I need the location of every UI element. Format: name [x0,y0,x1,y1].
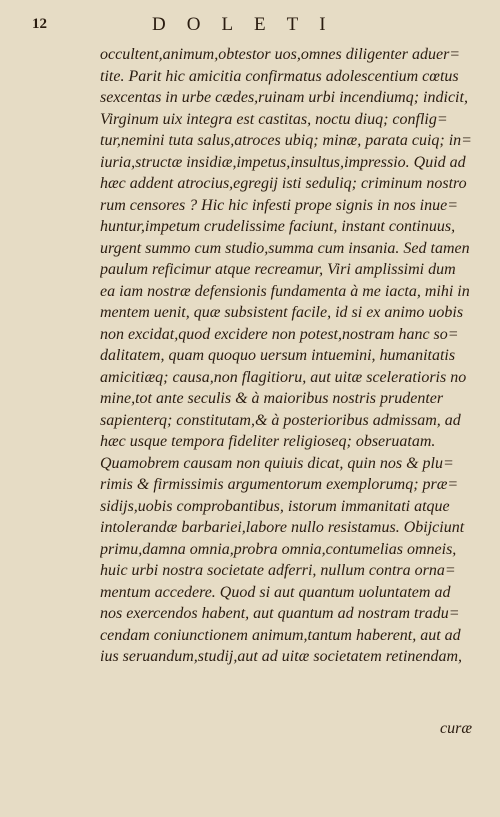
text-line: sidijs,uobis comprobantibus, istorum immanitati atque [100,497,450,515]
text-line: hæc usque tempora fideliter religioseq; obseruatam. [100,433,436,450]
catchword: curæ [440,720,472,737]
text-line: huic urbi nostra societate adferri, nullum contra orna= [100,562,456,579]
text-line: urgent summo cum studio,summa cum insania. Sed tamen [100,239,470,257]
running-head: DOLETI [152,14,347,35]
text-line: intolerandæ barbariei,labore nullo resistamus. Obijciunt [100,519,465,536]
text-line: iuria,structæ insidiæ,impetus,insultus,impressio. Quid ad [100,153,466,171]
body-text [100,44,480,668]
text-line: ea iam nostræ defensionis fundamenta à me iacta, mihi in [100,282,470,300]
text-line: Quamobrem causam non quiuis dicat, quin nos & plu= [100,454,454,472]
text-line: rimis & firmissimis argumentorum exemplorumq; præ= [100,476,459,493]
text-line: huntur,impetum crudelissime faciunt, instant continuus, [100,218,456,235]
text-line: mine,tot ante seculis & à maioribus nostris prudenter [100,390,444,407]
text-line: nos exercendos habent, aut quantum ad nostram tradu= [100,605,460,622]
text-line: paulum reficimur atque recreamur, Viri amplissimi dum [100,261,456,278]
text-line: mentum accedere. Quod si aut quantum uoluntatem ad [100,583,451,601]
text-line: tur,nemini tuta salus,atroces ubiq; minæ, parata cuiq; in= [100,132,472,149]
page-header [32,14,492,40]
text-line: sexcentas in urbe cædes,ruinam urbi incendiumq; indicit, [100,89,468,106]
text-line: occultent,animum,obtestor uos,omnes diligenter aduer= [100,46,461,63]
text-line: dalitatem, quam quoquo uersum intuemini, humanitatis [100,347,456,364]
page-number: 12 [32,16,47,32]
text-line: Virginum uix integra est castitas, noctu diuq; conflig= [100,110,448,128]
text-line: ius seruandum,studij,aut ad uitæ societatem retinendam, [100,648,463,665]
text-line: non excidat,quod excidere non potest,nostram hanc so= [100,325,459,343]
text-line: mentem uenit, quæ subsistent facile, id si ex animo uobis [100,304,464,321]
text-line: hæc addent atrocius,egregij isti seduliq; criminum nostro [100,175,467,192]
text-line: amicitiæq; causa,non flagitioru, aut uitæ sceleratioris no [100,368,467,386]
text-line: sapienterq; constitutam,& à posterioribus admissam, ad [100,411,461,429]
text-line: primu,damna omnia,probra omnia,contumelias omneis, [100,540,457,558]
text-line: cendam coniunctionem animum,tantum haberent, aut ad [100,626,461,644]
text-line: rum censores ? Hic hic infesti prope signis in nos inue= [100,196,459,214]
text-line: tite. Parit hic amicitia confirmatus adolescentium cœtus [100,67,459,85]
